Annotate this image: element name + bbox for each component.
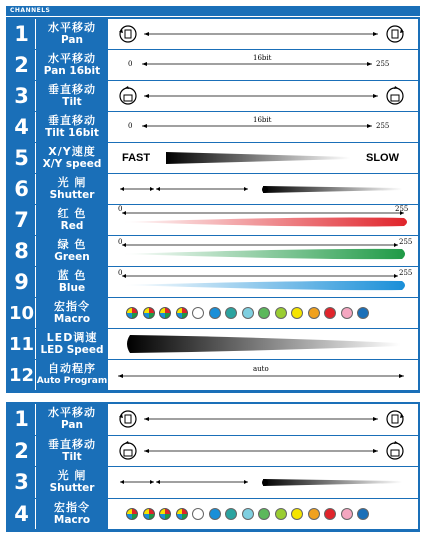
channel-name-en: Macro [53, 513, 91, 526]
channel-name-zh: 垂直移动 [48, 114, 96, 127]
macro-color-dots [126, 508, 369, 520]
channel-number: 7 [8, 205, 36, 235]
channel-value-cell [110, 112, 418, 142]
channel-value-cell [110, 499, 418, 530]
channel-value-cell [110, 404, 418, 435]
table-row [8, 236, 418, 266]
channel-name-zh: 绿 色 [57, 238, 87, 251]
range-max-label: 255 [395, 205, 409, 213]
table-row [8, 404, 418, 435]
table-row [8, 329, 418, 359]
macro-color-dot [258, 307, 270, 319]
channel-value-cell [110, 19, 418, 49]
table-row [8, 112, 418, 142]
range-mid-label: 16bit [253, 116, 272, 124]
channel-value-cell [110, 81, 418, 111]
channel-name-zh: 水平移动 [48, 21, 96, 34]
macro-mixed-dot [176, 508, 188, 520]
channel-value-cell [110, 298, 418, 328]
table-row [8, 50, 418, 80]
range-arrow [110, 50, 416, 80]
speed-wedge [110, 329, 416, 359]
macro-color-dot [225, 307, 237, 319]
channel-name-zh: 水平移动 [48, 52, 96, 65]
channel-number: 4 [8, 499, 36, 530]
macro-color-dot [242, 508, 254, 520]
channel-name-zh: 宏指令 [54, 500, 90, 514]
fast-label: FAST [122, 152, 151, 164]
table-row [8, 174, 418, 204]
macro-color-dot [357, 508, 369, 520]
channel-name-zh: 垂直移动 [48, 83, 96, 96]
macro-mixed-dot [143, 307, 155, 319]
range-min-label: 0 [128, 122, 133, 130]
macro-color-dot [258, 508, 270, 520]
channel-name-zh: 红 色 [57, 207, 87, 220]
channel-number: 11 [8, 329, 36, 359]
channel-name [36, 174, 110, 204]
channel-number: 6 [8, 174, 36, 204]
table-row [8, 81, 418, 111]
channel-number: 3 [8, 81, 36, 111]
channel-name-zh: 蓝 色 [57, 269, 87, 282]
table-row [8, 267, 418, 297]
macro-mixed-dot [143, 508, 155, 520]
channel-number: 12 [8, 360, 36, 390]
green-gradient-bar [110, 236, 416, 266]
macro-mixed-dot [159, 508, 171, 520]
tilt-icon [110, 436, 416, 466]
range-arrow [110, 112, 416, 142]
channel-name-en: Macro [53, 313, 91, 325]
channels-banner [6, 6, 420, 16]
channel-name-en: Shutter [49, 482, 95, 495]
table-row [8, 298, 418, 328]
range-min-label: 0 [118, 205, 123, 213]
channel-value-cell [110, 360, 418, 390]
channel-name [36, 19, 110, 49]
channel-name-en: LED Speed [40, 344, 104, 356]
macro-color-dot [324, 508, 336, 520]
table-row [8, 205, 418, 235]
channel-name-zh: 自动程序 [48, 362, 96, 375]
channel-name [36, 143, 110, 173]
channel-table-4ch [6, 402, 420, 532]
macro-color-dot [308, 307, 320, 319]
channel-name-zh: X/Y速度 [48, 145, 96, 158]
table-row [8, 143, 418, 173]
macro-color-dot [291, 307, 303, 319]
channel-value-cell [110, 205, 418, 235]
channel-name [36, 112, 110, 142]
macro-mixed-dot [159, 307, 171, 319]
macro-color-dot [275, 307, 287, 319]
rotation-icon [110, 404, 416, 434]
channel-value-cell [110, 143, 418, 173]
channel-number: 1 [8, 404, 36, 435]
channel-name [36, 329, 110, 359]
macro-color-dot [242, 307, 254, 319]
channel-name-zh: LED调速 [46, 331, 98, 344]
red-gradient-bar [110, 205, 416, 235]
macro-color-dot [357, 307, 369, 319]
table-row [8, 499, 418, 530]
range-max-label: 255 [399, 269, 413, 277]
tilt-icon [110, 81, 416, 111]
blue-gradient-bar [110, 267, 416, 297]
macro-mixed-dot [126, 508, 138, 520]
channel-value-cell [110, 174, 418, 204]
channel-number: 5 [8, 143, 36, 173]
slow-label: SLOW [366, 152, 399, 164]
channel-name-en: Pan 16bit [43, 65, 101, 77]
channel-name [36, 404, 110, 435]
channel-name-en: Pan [61, 419, 83, 432]
range-max-label: 255 [376, 122, 390, 130]
macro-color-dot [192, 508, 204, 520]
channel-name-zh: 光 闸 [57, 176, 87, 189]
channel-name [36, 267, 110, 297]
channel-value-cell [110, 467, 418, 498]
channel-name [36, 467, 110, 498]
macro-color-dot [324, 307, 336, 319]
macro-mixed-dot [126, 307, 138, 319]
range-min-label: 0 [118, 238, 123, 246]
channel-number: 3 [8, 467, 36, 498]
channel-name-en: Shutter [49, 189, 95, 201]
range-max-label: 255 [399, 238, 413, 246]
macro-mixed-dot [176, 307, 188, 319]
range-arrow [110, 360, 416, 390]
channel-number: 8 [8, 236, 36, 266]
range-min-label: 0 [128, 60, 133, 68]
banner-label: CHANNELS [10, 7, 51, 14]
channel-name-en: Auto Program [36, 376, 108, 386]
channel-number: 2 [8, 436, 36, 467]
range-mid-label: auto [253, 365, 269, 373]
macro-color-dot [209, 307, 221, 319]
rotation-icon [110, 19, 416, 49]
channel-name-en: Tilt [62, 96, 82, 108]
channel-number: 2 [8, 50, 36, 80]
channel-table-12ch [6, 17, 420, 393]
channel-name-en: Green [54, 251, 90, 263]
channel-number: 9 [8, 267, 36, 297]
range-max-label: 255 [376, 60, 390, 68]
channel-name [36, 298, 110, 328]
channel-name-en: Tilt 16bit [45, 127, 99, 139]
channel-name [36, 236, 110, 266]
table-row [8, 19, 418, 49]
macro-color-dot [341, 307, 353, 319]
channel-name-zh: 垂直移动 [48, 437, 96, 451]
channel-value-cell [110, 267, 418, 297]
shutter-ranges [110, 174, 416, 204]
channel-name [36, 50, 110, 80]
channel-name [36, 360, 110, 390]
table-row [8, 467, 418, 498]
range-mid-label: 16bit [253, 54, 272, 62]
channel-name-zh: 宏指令 [54, 300, 90, 313]
channel-name [36, 436, 110, 467]
channel-name-en: Pan [61, 34, 83, 46]
channel-name [36, 499, 110, 530]
channel-name-en: X/Y speed [42, 158, 102, 170]
macro-color-dot [291, 508, 303, 520]
channel-name-zh: 光 闸 [57, 469, 87, 483]
channel-value-cell [110, 436, 418, 467]
channel-name-en: Blue [58, 282, 86, 294]
macro-color-dot [341, 508, 353, 520]
channel-number: 1 [8, 19, 36, 49]
channel-name [36, 81, 110, 111]
channel-value-cell [110, 329, 418, 359]
channel-name-zh: 水平移动 [48, 406, 96, 420]
channel-name-en: Red [60, 220, 84, 232]
channel-number: 4 [8, 112, 36, 142]
shutter-ranges [110, 467, 416, 497]
channel-number: 10 [8, 298, 36, 328]
channel-value-cell [110, 236, 418, 266]
range-min-label: 0 [118, 269, 123, 277]
table-row [8, 436, 418, 467]
macro-color-dot [308, 508, 320, 520]
channel-value-cell [110, 50, 418, 80]
channel-name-en: Tilt [62, 450, 82, 463]
macro-color-dot [225, 508, 237, 520]
channel-name [36, 205, 110, 235]
macro-color-dots [126, 307, 369, 319]
macro-color-dot [192, 307, 204, 319]
table-row [8, 360, 418, 390]
macro-color-dot [209, 508, 221, 520]
macro-color-dot [275, 508, 287, 520]
